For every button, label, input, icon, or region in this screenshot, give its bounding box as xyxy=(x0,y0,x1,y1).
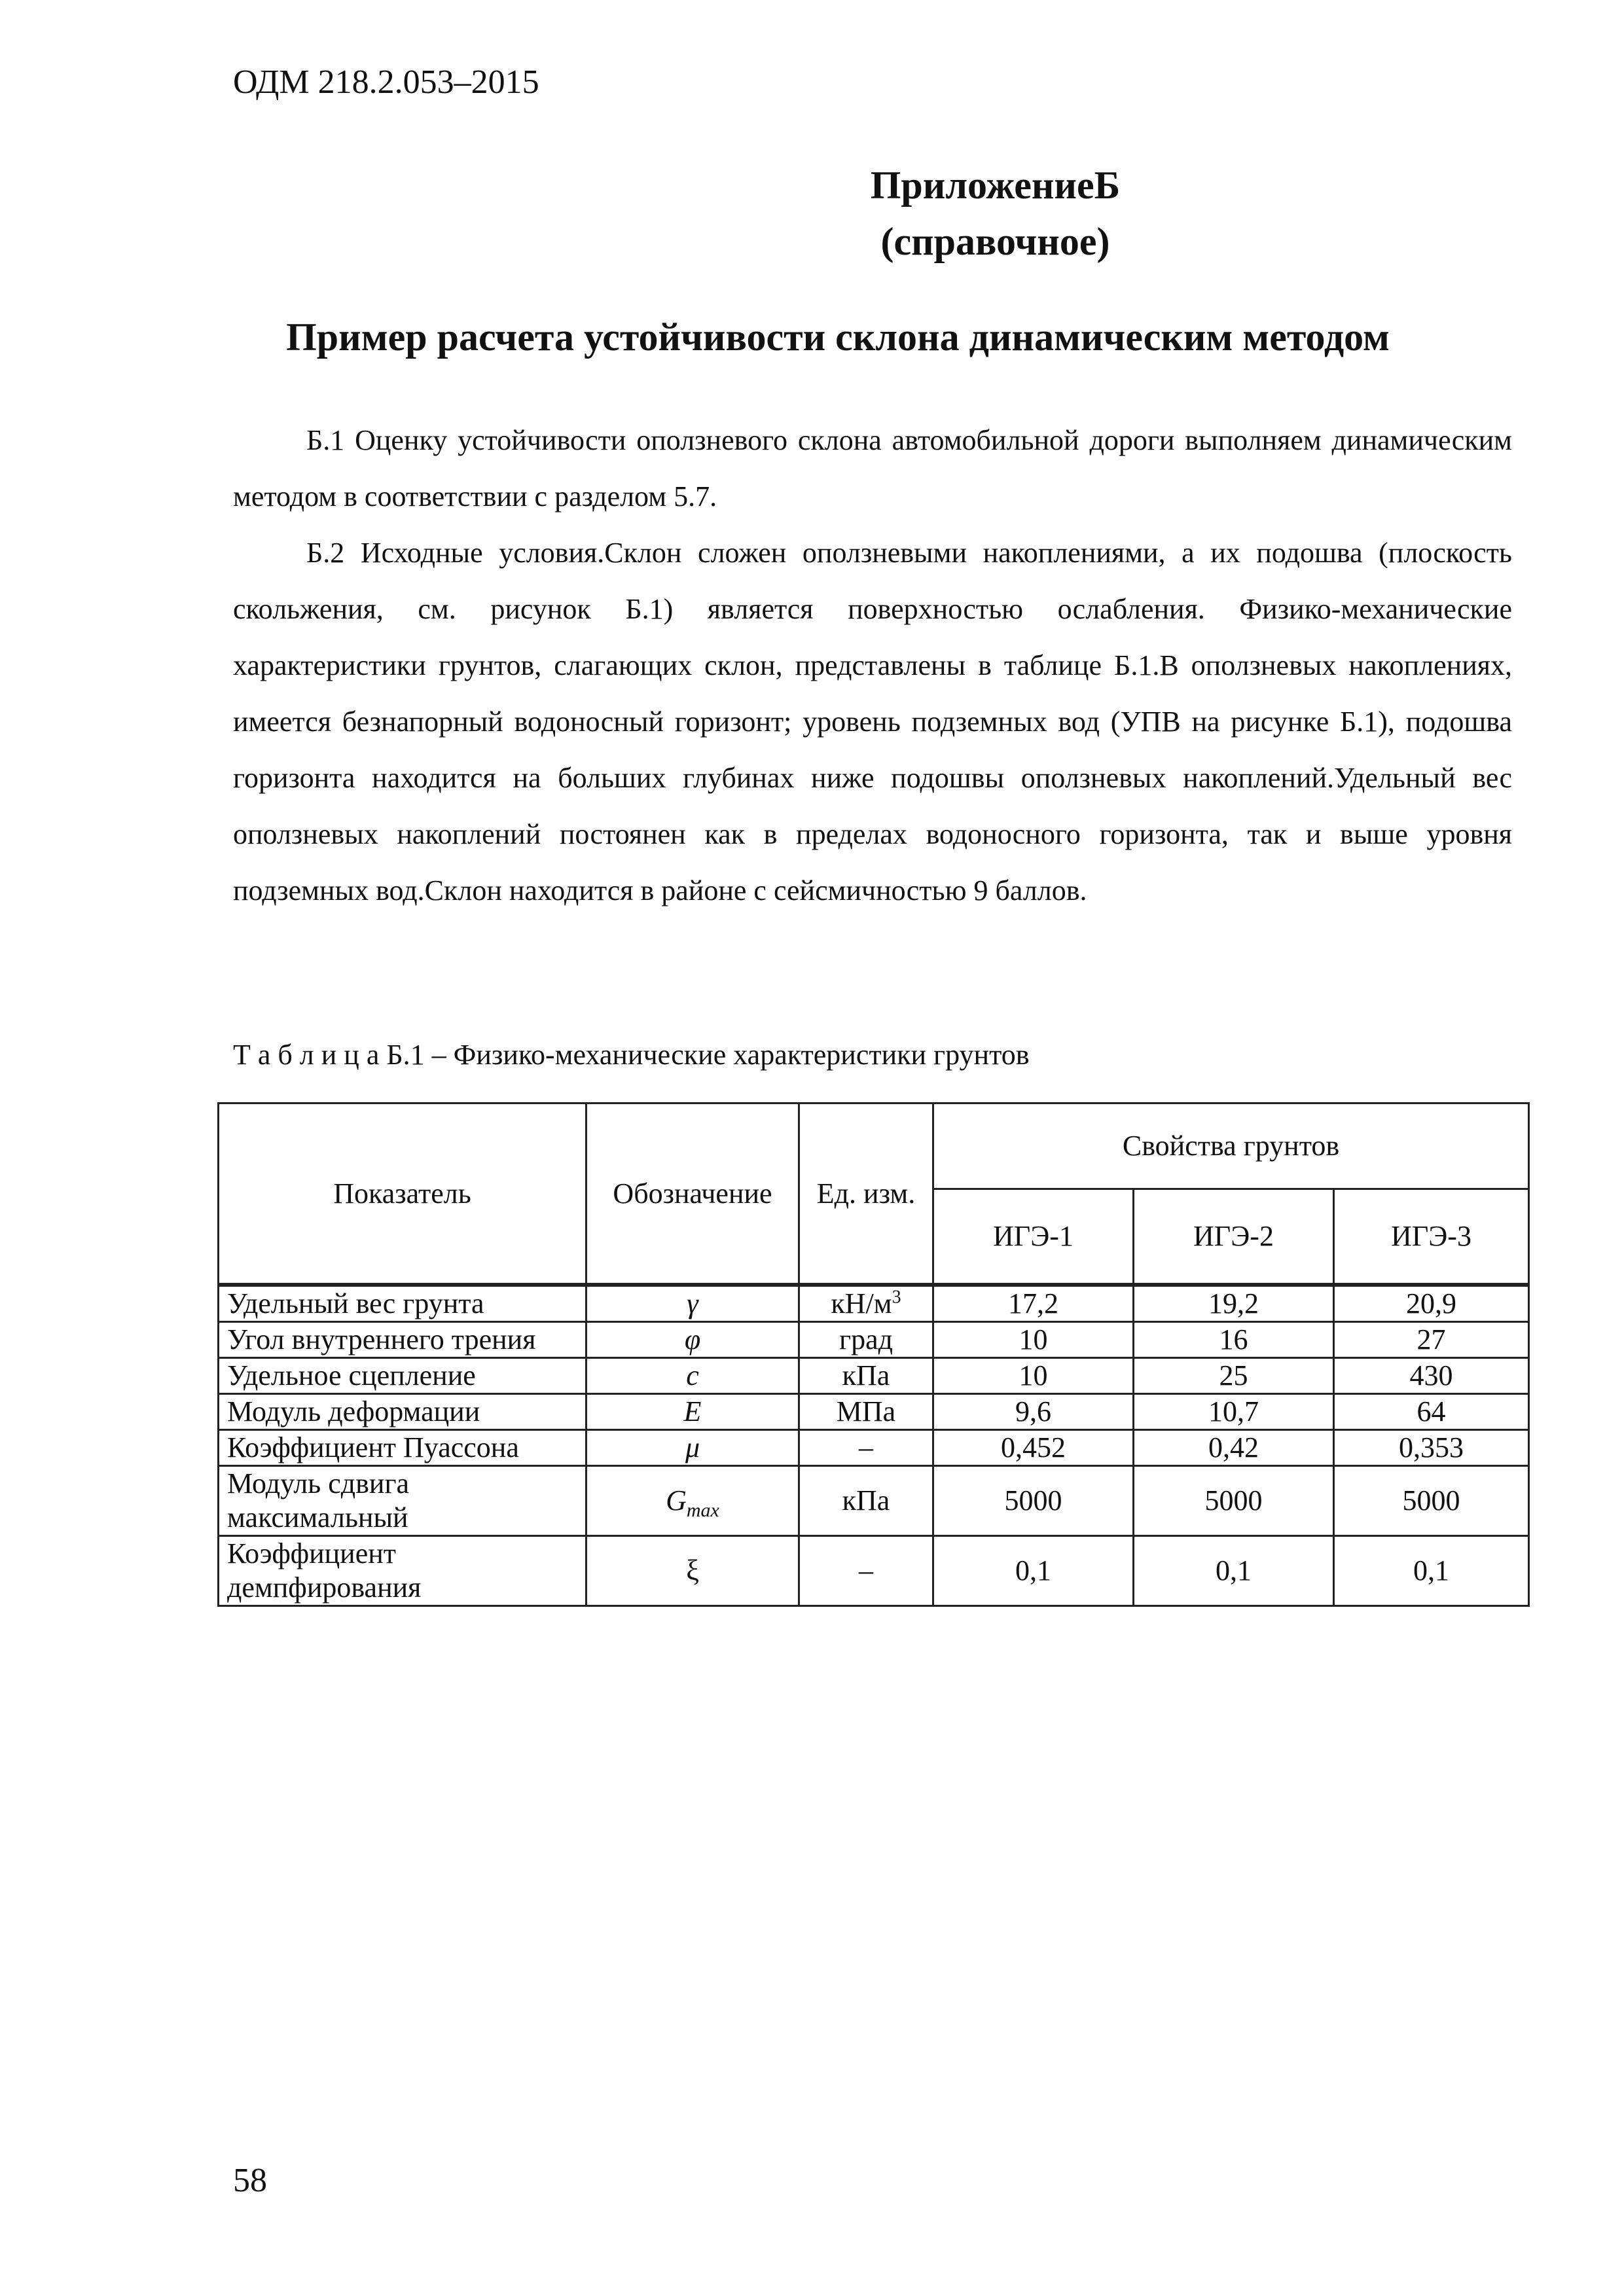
paragraph-b1: Б.1 Оценку устойчивости оползневого склона автомобильной дороги выполняем динамическим методом в соответствии с разделом 5.7. xyxy=(233,424,1512,512)
appendix-title-line2: (справочное) xyxy=(880,220,1110,263)
row-value-ige2: 10,7 xyxy=(1134,1394,1334,1430)
row-name: Угол внутреннего трения xyxy=(219,1322,586,1358)
row-value-ige1: 5000 xyxy=(933,1466,1134,1536)
row-unit: – xyxy=(799,1536,933,1606)
row-value-ige3: 64 xyxy=(1334,1394,1529,1430)
row-symbol-subscript: max xyxy=(686,1499,719,1521)
row-value-ige2: 16 xyxy=(1134,1322,1334,1358)
row-unit: град xyxy=(799,1322,933,1358)
header-soil-ige1: ИГЭ-1 xyxy=(933,1189,1134,1285)
row-symbol xyxy=(586,1466,799,1536)
row-name: Модуль сдвига максимальный xyxy=(219,1466,586,1536)
header-soil-ige3: ИГЭ-3 xyxy=(1334,1189,1529,1285)
row-value-ige2: 19,2 xyxy=(1134,1285,1334,1322)
soil-properties-table xyxy=(217,1102,1530,1607)
row-value-ige1: 10 xyxy=(933,1358,1134,1394)
row-unit: МПа xyxy=(799,1394,933,1430)
page-number: 58 xyxy=(233,2162,267,2199)
row-unit-text: кН/м xyxy=(831,1287,892,1319)
header-indicator: Показатель xyxy=(219,1103,586,1285)
row-value-ige3: 20,9 xyxy=(1334,1285,1529,1322)
document-code: ОДМ 218.2.053–2015 xyxy=(233,63,539,101)
header-unit: Ед. изм. xyxy=(799,1103,933,1285)
header-soil-properties: Свойства грунтов xyxy=(933,1103,1529,1189)
header-soil-ige2: ИГЭ-2 xyxy=(1134,1189,1334,1285)
row-unit xyxy=(799,1285,933,1322)
row-name: Модуль деформации xyxy=(219,1394,586,1430)
row-value-ige3: 430 xyxy=(1334,1358,1529,1394)
table-caption: Т а б л и ц а Б.1 – Физико-механические характеристики грунтов xyxy=(233,1039,1030,1071)
row-symbol: γ xyxy=(586,1285,799,1322)
table-row xyxy=(219,1536,1529,1606)
row-name: Удельное сцепление xyxy=(219,1358,586,1394)
table-row xyxy=(219,1285,1529,1322)
row-value-ige2: 25 xyxy=(1134,1358,1334,1394)
table-row xyxy=(219,1394,1529,1430)
row-unit-exponent: 3 xyxy=(892,1287,901,1308)
paragraph-b2: Б.2 Исходные условия.Склон сложен оползневыми накоплениями, а их подошва (плоскость скольжения, см. рисунок Б.1) является поверхностью ослабления. Физико-механические характеристики грунтов, слагающих склон, представлены в таблице Б.1.В оползневых накоплениях, имеется безнапорный водоносный горизонт; уровень подземных вод (УПВ на рисунке Б.1), подошва горизонта находится на больших глубинах ниже подошвы оползневых накоплений.Удельный вес оползневых накоплений постоянен как в пределах водоносного горизонта, так и выше уровня подземных вод.Склон находится в районе с сейсмичностью 9 баллов. xyxy=(233,537,1512,906)
table-row xyxy=(219,1322,1529,1358)
row-value-ige3: 0,353 xyxy=(1334,1430,1529,1466)
table-row xyxy=(219,1430,1529,1466)
row-name: Коэффициент демпфирования xyxy=(219,1536,586,1606)
appendix-title-line1: ПриложениеБ xyxy=(870,164,1121,207)
table-row xyxy=(219,1358,1529,1394)
row-value-ige1: 9,6 xyxy=(933,1394,1134,1430)
row-value-ige3: 5000 xyxy=(1334,1466,1529,1536)
row-value-ige3: 27 xyxy=(1334,1322,1529,1358)
table-row xyxy=(219,1466,1529,1536)
row-value-ige1: 10 xyxy=(933,1322,1134,1358)
header-designation: Обозначение xyxy=(586,1103,799,1285)
row-symbol: ξ xyxy=(586,1536,799,1606)
row-value-ige2: 0,42 xyxy=(1134,1430,1334,1466)
row-unit: кПа xyxy=(799,1358,933,1394)
row-symbol: φ xyxy=(586,1322,799,1358)
row-value-ige1: 17,2 xyxy=(933,1285,1134,1322)
row-value-ige3: 0,1 xyxy=(1334,1536,1529,1606)
row-symbol-base: G xyxy=(666,1484,687,1516)
appendix-title xyxy=(0,157,1624,270)
row-name: Коэффициент Пуассона xyxy=(219,1430,586,1466)
row-symbol: μ xyxy=(586,1430,799,1466)
row-unit: кПа xyxy=(799,1466,933,1536)
row-value-ige2: 5000 xyxy=(1134,1466,1334,1536)
row-value-ige2: 0,1 xyxy=(1134,1536,1334,1606)
row-unit: – xyxy=(799,1430,933,1466)
row-value-ige1: 0,1 xyxy=(933,1536,1134,1606)
section-title: Пример расчета устойчивости склона динамическим методом xyxy=(286,315,1390,359)
row-name: Удельный вес грунта xyxy=(219,1285,586,1322)
row-value-ige1: 0,452 xyxy=(933,1430,1134,1466)
row-symbol: E xyxy=(586,1394,799,1430)
row-symbol: c xyxy=(586,1358,799,1394)
